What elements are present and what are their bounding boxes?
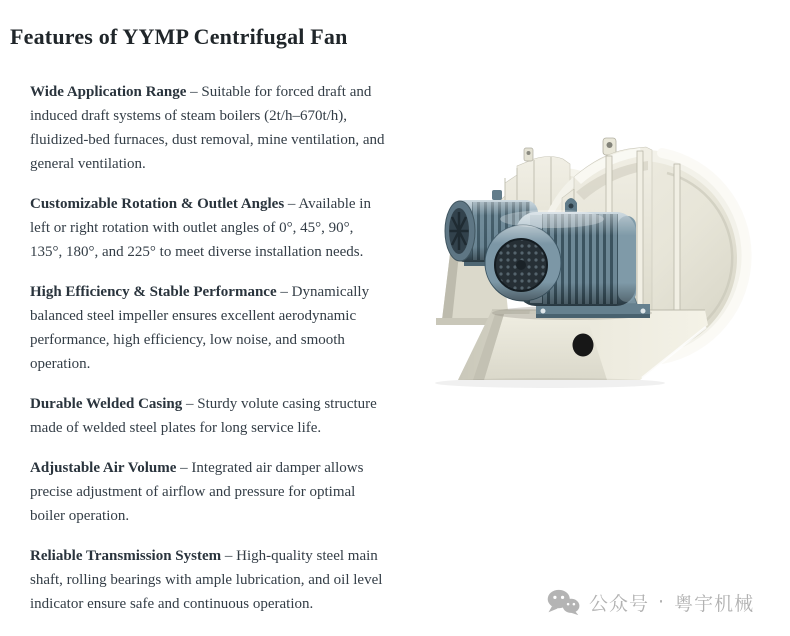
motor-grille-hub [516,260,526,270]
front-motor [485,198,650,318]
feature-separator: – [176,460,192,476]
feature-label: Durable Welded Casing [30,396,183,412]
feature-label: Wide Application Range [30,84,187,100]
motor-lug-hole [569,204,574,209]
page-title: Features of YYMP Centrifugal Fan [10,24,348,49]
feature-separator: – [186,84,202,100]
feature-item-durable-casing [30,392,388,440]
motor-base-plate-edge [536,314,650,318]
feature-label: Adjustable Air Volume [30,460,177,476]
feature-text: Available in left or right rotation with outlet angles of 0°, 45°, 90°, 135°, 180°, and 225° to meet diverse installation needs. [30,196,371,260]
motor-bolt-left [541,309,546,314]
front-lug-hole [607,142,613,148]
motor-top-sheen [500,210,604,228]
watermark-platform: 公众号 [589,592,650,615]
feature-item-transmission [30,544,388,616]
feature-text: Dynamically balanced steel impeller ensures excellent aerodynamic performance, high efficiency, low noise, and smooth operation. [30,284,370,372]
rear-lug-hole [527,151,531,155]
feature-text: Suitable for forced draft and induced draft systems of steam boilers (2t/h–670t/h), fluidized-bed furnaces, dust removal, mine ventilation, and general ventilation. [30,84,385,172]
features-list [30,80,388,632]
wechat-icon [546,588,580,616]
centrifugal-fan-illustration [400,82,790,422]
wechat-watermark [546,586,754,618]
feature-text: Integrated air damper allows precise adjustment of airflow and pressure for optimal boiler operation. [30,460,364,524]
feature-label: Reliable Transmission System [30,548,222,564]
feature-item-air-volume [30,456,388,528]
watermark-account: 粤宇机械 [674,592,755,615]
feature-separator: – [276,284,292,300]
motor-bolt-right [641,309,646,314]
feature-separator: – [221,548,237,564]
product-photo-centrifugal-fan [400,82,790,422]
feature-item-rotation-angles [30,192,388,264]
feature-item-high-efficiency [30,280,388,376]
rear-motor-fan-blades [450,212,469,250]
feature-separator: – [284,196,299,212]
feature-separator: – [182,396,198,412]
feature-label: Customizable Rotation & Outlet Angles [30,196,285,212]
watermark-separator: · [658,591,666,613]
feature-label: High Efficiency & Stable Performance [30,284,277,300]
feature-text: High-quality steel main shaft, rolling bearings with ample lubrication, and oil level indicator ensure safe and continuous operation. [30,548,383,612]
feature-item-wide-application [30,80,388,176]
inlet-hole [573,334,594,357]
ground-shadow [435,378,665,388]
rear-motor-lug [492,190,502,200]
feature-text: Sturdy volute casing structure made of welded steel plates for long service life. [30,396,377,436]
